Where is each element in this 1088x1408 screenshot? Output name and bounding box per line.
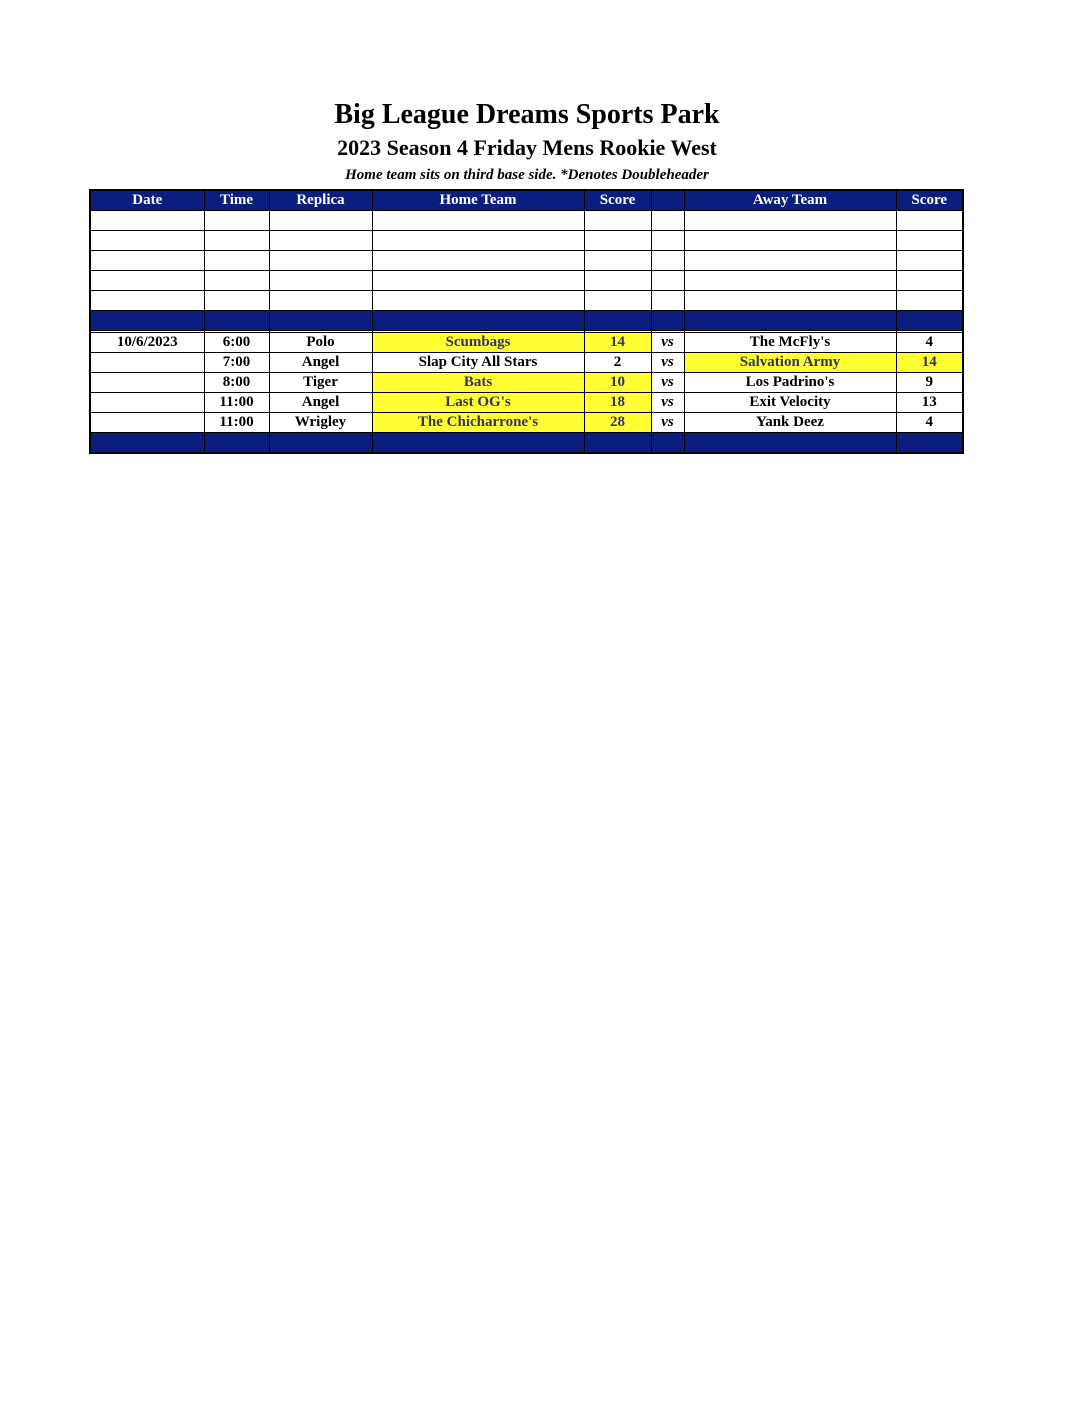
home-team: Scumbags [372,333,584,353]
column-header-home-team: Home Team [372,190,584,211]
game-time: 11:00 [204,393,269,413]
home-score: 18 [584,393,651,413]
column-header-date: Date [90,190,204,211]
home-score: 28 [584,413,651,433]
away-score: 4 [896,413,963,433]
empty-row [90,271,963,291]
game-time: 6:00 [204,333,269,353]
empty-row [90,291,963,311]
game-row [90,373,963,393]
away-score: 14 [896,353,963,373]
away-score: 13 [896,393,963,413]
vs-label: vs [651,333,684,353]
home-score: 10 [584,373,651,393]
game-replica: Wrigley [269,413,372,433]
home-team: Slap City All Stars [372,353,584,373]
page-title: Big League Dreams Sports Park [334,99,720,130]
game-replica: Angel [269,353,372,373]
vs-label: vs [651,393,684,413]
game-time: 11:00 [204,413,269,433]
column-header-vs [651,190,684,211]
game-replica: Polo [269,333,372,353]
game-time: 8:00 [204,373,269,393]
game-replica: Angel [269,393,372,413]
away-team: Exit Velocity [684,393,896,413]
away-score: 4 [896,333,963,353]
game-row [90,413,963,433]
game-row [90,353,963,373]
schedule-table [89,189,964,454]
column-header-replica: Replica [269,190,372,211]
column-header-away-score: Score [896,190,963,211]
game-row [90,333,963,353]
separator-band [90,311,963,331]
game-date [90,413,204,433]
away-score: 9 [896,373,963,393]
vs-label: vs [651,413,684,433]
home-team: Last OG's [372,393,584,413]
away-team: Salvation Army [684,353,896,373]
home-score: 2 [584,353,651,373]
game-time: 7:00 [204,353,269,373]
schedule-note: Home team sits on third base side. *Denotes Doubleheader [345,167,709,183]
column-header-home-score: Score [584,190,651,211]
game-date [90,373,204,393]
vs-label: vs [651,353,684,373]
home-score: 14 [584,333,651,353]
home-team: Bats [372,373,584,393]
game-row [90,393,963,413]
home-team: The Chicharrone's [372,413,584,433]
vs-label: vs [651,373,684,393]
page-subtitle: 2023 Season 4 Friday Mens Rookie West [337,135,717,160]
empty-row [90,231,963,251]
game-date [90,353,204,373]
away-team: The McFly's [684,333,896,353]
game-date [90,393,204,413]
away-team: Los Padrino's [684,373,896,393]
away-team: Yank Deez [684,413,896,433]
column-header-time: Time [204,190,269,211]
header-row [90,190,963,211]
separator-band [90,433,963,454]
empty-row [90,211,963,231]
game-replica: Tiger [269,373,372,393]
game-date: 10/6/2023 [90,333,204,353]
column-header-away-team: Away Team [684,190,896,211]
empty-row [90,251,963,271]
